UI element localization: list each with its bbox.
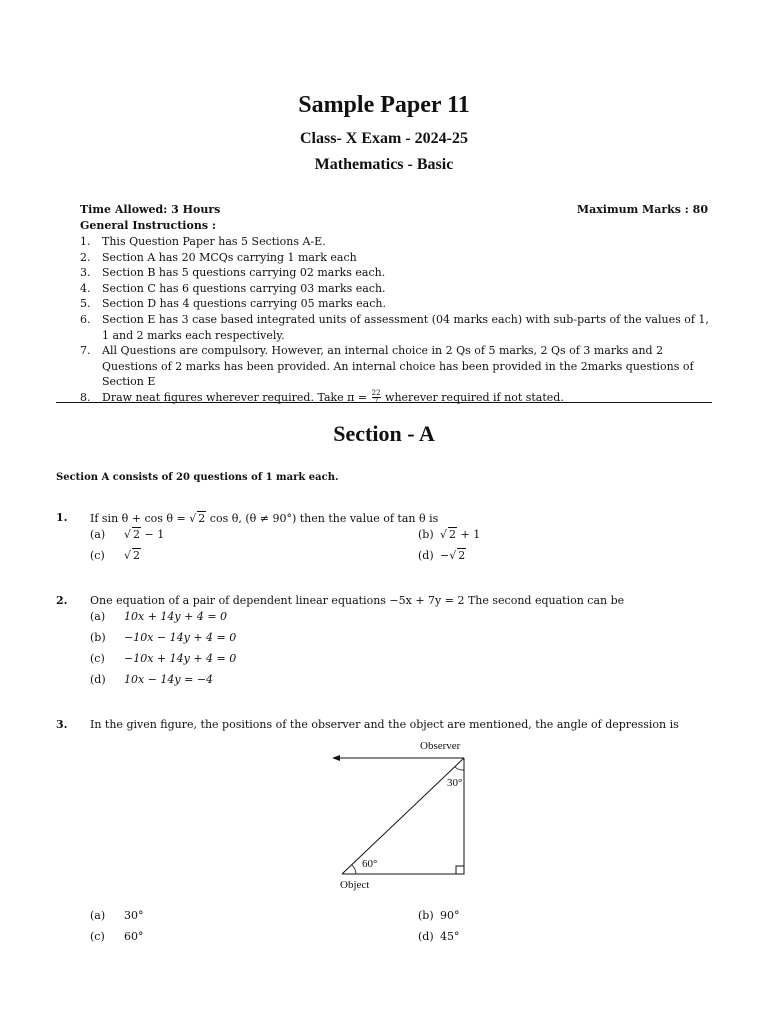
- arrow-head: [332, 755, 340, 761]
- option-d[interactable]: [418, 930, 460, 943]
- angle-arc-top: [455, 767, 464, 770]
- instruction-item: [80, 390, 712, 406]
- fraction-denominator: 7: [373, 397, 379, 406]
- question-text: One equation of a pair of dependent linear equations −5x + 7y = 2 The second equation can be: [90, 594, 625, 607]
- option-text: 10x + 14y + 4 = 0: [124, 610, 228, 623]
- sqrt-radicand: 2: [458, 549, 466, 562]
- option-label: (c): [90, 652, 105, 665]
- instruction-item: [80, 250, 712, 266]
- option-label: (a): [90, 528, 106, 541]
- instruction-text: This Question Paper has 5 Sections A-E.: [102, 235, 326, 248]
- angle-arc-bottom: [352, 865, 356, 874]
- sqrt-radicand: 2: [449, 528, 457, 541]
- fraction-numerator: 22: [371, 389, 381, 398]
- sqrt-radicand: 2: [133, 528, 141, 541]
- option-text: −10x − 14y + 4 = 0: [124, 631, 237, 644]
- right-angle-marker: [456, 866, 464, 874]
- general-instructions-heading: General Instructions :: [80, 219, 216, 232]
- option-b[interactable]: [90, 631, 236, 644]
- instruction-text: All Questions are compulsory. However, an internal choice in 2 Qs of 5 marks, 2 Qs of 3 marks and 2 Questions of 2 marks has been provided. An internal choice has been provided in the 2marks questions of Section E: [102, 344, 694, 389]
- question-text-prefix: If sin θ + cos θ =: [90, 512, 186, 525]
- option-d[interactable]: [90, 673, 213, 686]
- instruction-text: Section C has 6 questions carrying 03 marks each.: [102, 281, 386, 295]
- instruction-text: Section B has 5 questions carrying 02 marks each.: [102, 266, 386, 280]
- instruction-text: Section A has 20 MCQs carrying 1 mark each: [102, 250, 357, 264]
- option-d[interactable]: (d) −√ 2: [418, 549, 466, 562]
- option-label: (b): [418, 909, 434, 922]
- instruction-item: [80, 343, 712, 390]
- instruction-number: 6.: [80, 312, 91, 326]
- instruction-number: 4.: [80, 281, 91, 295]
- hypotenuse: [342, 758, 464, 874]
- angle-label-bottom: 60°: [362, 858, 378, 870]
- option-a[interactable]: [90, 610, 227, 623]
- instructions-list: [80, 234, 712, 406]
- sqrt-radicand: 2: [133, 549, 141, 562]
- question-number: 2.: [56, 594, 68, 607]
- option-c[interactable]: [90, 930, 144, 943]
- subject-line: Mathematics - Basic: [314, 156, 454, 173]
- instruction-text: Section D has 4 questions carrying 05 marks each.: [102, 297, 386, 311]
- instruction-item: [80, 265, 712, 281]
- option-label: (d): [418, 549, 434, 562]
- option-label: (a): [90, 909, 106, 922]
- option-label: (b): [418, 528, 434, 541]
- option-suffix: − 1: [141, 528, 165, 541]
- exam-meta-row: [80, 203, 708, 216]
- sqrt-expression: √ 2: [189, 512, 206, 525]
- instruction-number: 1.: [80, 235, 91, 248]
- option-label: (c): [90, 549, 105, 562]
- instruction-number: 3.: [80, 266, 91, 280]
- option-a[interactable]: (a) √ 2 − 1: [90, 528, 165, 541]
- option-c[interactable]: [90, 652, 236, 665]
- paper-title: Sample Paper 11: [298, 92, 470, 118]
- section-title: Section - A: [333, 421, 435, 446]
- instruction-number: 2.: [80, 250, 91, 264]
- sqrt-radicand: 2: [198, 512, 206, 525]
- option-b[interactable]: [418, 909, 460, 922]
- observer-label: Observer: [420, 740, 461, 752]
- option-c[interactable]: (c) √ 2: [90, 549, 141, 562]
- option-text: 60°: [124, 930, 144, 943]
- instruction-item: [80, 281, 712, 297]
- maximum-marks: Maximum Marks : 80: [576, 203, 708, 216]
- option-text: 90°: [440, 909, 460, 922]
- option-b[interactable]: (b) √ 2 + 1: [418, 528, 481, 541]
- option-label: (a): [90, 610, 106, 623]
- triangle-diagram: [330, 738, 480, 898]
- instruction-text-tail: wherever required if not stated.: [385, 390, 564, 404]
- question-text: In the given figure, the positions of the observer and the object are mentioned, the angle of depression is: [90, 718, 679, 731]
- instruction-number: 5.: [80, 297, 91, 311]
- question-number: 3.: [56, 718, 68, 731]
- instruction-number: 7.: [80, 344, 91, 358]
- option-text: 45°: [440, 930, 460, 943]
- angle-label-top: 30°: [447, 777, 463, 789]
- divider-line: [56, 402, 712, 403]
- option-suffix: + 1: [457, 528, 481, 541]
- time-allowed: Time Allowed: 3 Hours: [80, 203, 221, 216]
- class-exam-line: Class- X Exam - 2024-25: [300, 130, 468, 147]
- instruction-item: [80, 312, 712, 343]
- option-a[interactable]: [90, 909, 144, 922]
- option-label: (d): [418, 930, 434, 943]
- option-text: −10x + 14y + 4 = 0: [124, 652, 237, 665]
- fraction-22-over-7: [372, 390, 381, 405]
- question-number: 1.: [56, 511, 68, 524]
- question-text-suffix: cos θ, (θ ≠ 90°) then the value of tan θ is: [209, 512, 439, 525]
- angle-of-depression-figure: [330, 738, 480, 898]
- object-label: Object: [340, 879, 370, 891]
- option-prefix: −: [440, 549, 450, 562]
- section-note: Section A consists of 20 questions of 1 mark each.: [56, 472, 339, 483]
- option-label: (c): [90, 930, 105, 943]
- instruction-item: [80, 296, 712, 312]
- instruction-item: [80, 234, 712, 250]
- instruction-text: Section E has 3 case based integrated units of assessment (04 marks each) with sub-parts of the values of 1, 1 and 2 marks each respectively.: [102, 312, 709, 342]
- option-label: (b): [90, 631, 106, 644]
- option-label: (d): [90, 673, 106, 686]
- option-text: 10x − 14y = −4: [124, 673, 214, 686]
- option-text: 30°: [124, 909, 144, 922]
- question-text: [90, 511, 438, 525]
- instruction-text: Draw neat figures wherever required. Take π =: [102, 390, 368, 404]
- instruction-number: 8.: [80, 390, 91, 404]
